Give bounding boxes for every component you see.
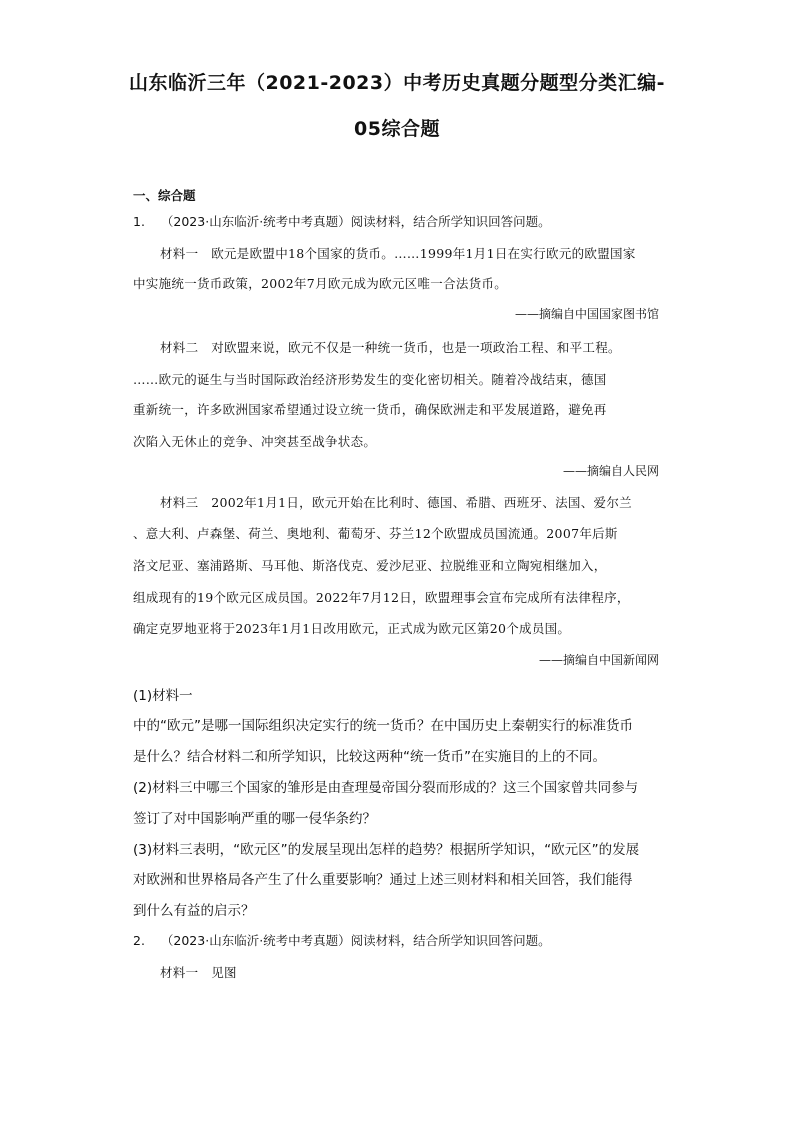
q1-subquestion-line: 是什么？结合材料二和所学知识，比较这两种“统一货币”在实施目的上的不同。 [133,749,606,765]
q1-material-3-line: 组成现有的19个欧元区成员国。2022年7月12日，欧盟理事会宣布完成所有法律程序， [133,590,630,605]
q1-subquestion-line: 中的“欧元”是哪一国际组织决定实行的统一货币？在中国历史上秦朝实行的标准货币 [133,718,633,734]
document-title-line-2: 05综合题 [354,118,440,140]
q1-material-2-line: 材料二 对欧盟来说，欧元不仅是一种统一货币，也是一项政治工程、和平工程。 [160,340,621,355]
q1-material-3-line: 、意大利、卢森堡、荷兰、奥地利、葡萄牙、芬兰12个欧盟成员国流通。2007年后斯 [133,526,618,541]
q1-source-1: ——摘编自中国国家图书馆 [514,307,659,321]
q1-material-3-line: 材料三 2002年1月1日，欧元开始在比利时、德国、希腊、西班牙、法国、爱尔兰 [160,495,632,510]
q1-material-3-line: 洛文尼亚、塞浦路斯、马耳他、斯洛伐克、爱沙尼亚、拉脱维亚和立陶宛相继加入， [133,558,607,573]
q1-subquestion-line: 对欧洲和世界格局各产生了什么重要影响？通过上述三则材料和相关回答，我们能得 [133,872,633,888]
q1-material-1-line: 中实施统一货币政策，2002年7月欧元成为欧元区唯一合法货币。 [133,276,508,291]
q1-material-2-line: ……欧元的诞生与当时国际政治经济形势发生的变化密切相关。随着冷战结束，德国 [133,372,607,387]
question-2 [133,931,673,949]
q1-source-2: ——摘编自人民网 [562,464,659,478]
q1-subquestion-line: (1)材料一 [133,688,193,704]
question-1-stem: （2023·山东临沂·统考中考真题）阅读材料，结合所学知识回答问题。 [160,214,551,229]
q1-material-2-line: 次陷入无休止的竞争、冲突甚至战争状态。 [133,434,377,449]
question-1-number: 1. [133,214,145,229]
q1-source-3: ——摘编自中国新闻网 [538,653,659,667]
q1-material-1-line: 材料一 欧元是欧盟中18个国家的货币。……1999年1月1日在实行欧元的欧盟国家 [160,246,636,261]
q1-subquestion-line: (2)材料三中哪三个国家的雏形是由查理曼帝国分裂而形成的？这三个国家曾共同参与 [133,780,639,796]
q1-material-2-line: 重新统一，许多欧洲国家希望通过设立统一货币，确保欧洲走和平发展道路，避免再 [133,402,607,417]
q1-subquestion-line: (3)材料三表明，“欧元区”的发展呈现出怎样的趋势？根据所学知识，“欧元区”的发展 [133,842,640,858]
q1-subquestion-line: 到什么有益的启示？ [133,903,255,919]
question-1 [133,212,673,230]
document-title-line-1: 山东临沂三年（2021-2023）中考历史真题分题型分类汇编- [128,72,666,94]
question-2-stem: （2023·山东临沂·统考中考真题）阅读材料，结合所学知识回答问题。 [160,933,551,948]
section-heading: 一、综合题 [133,188,196,203]
question-2-number: 2. [133,933,145,948]
q1-subquestion-line: 签订了对中国影响严重的哪一侵华条约？ [133,811,376,827]
q2-material-1: 材料一 见图 [160,965,237,980]
q1-material-3-line: 确定克罗地亚将于2023年1月1日改用欧元，正式成为欧元区第20个成员国。 [133,621,571,636]
